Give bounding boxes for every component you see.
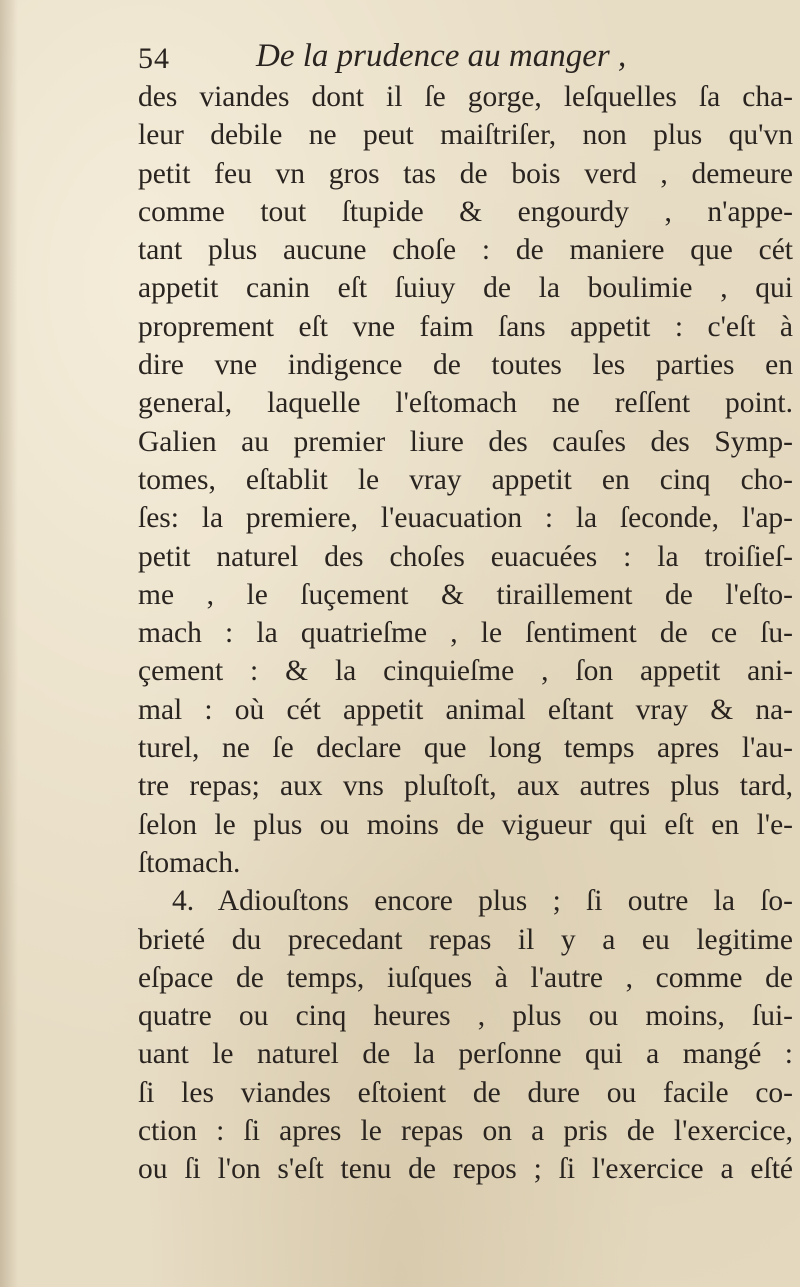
text-line: tre repas; aux vns pluſtoſt, aux autres plus tard, [138,770,793,803]
text-line: petit feu vn gros tas de bois verd , demeure [138,157,793,190]
text-line: uant le naturel de la perſonne qui a mangé : [138,1038,793,1071]
text-line: petit naturel des choſes euacuées : la troiſieſ- [138,540,793,573]
text-line: me , le ſuçement & tiraillement de l'eſto- [138,578,793,611]
text-line: tomes, eſtablit le vray appetit en cinq cho- [138,463,793,496]
text-line: des viandes dont il ſe gorge, leſquelles ſa cha- [138,81,793,113]
text-line: ction : ſi apres le repas on a pris de l'exercice, [138,1115,793,1148]
page-header [138,38,758,82]
text-line: mach : la quatrieſme , le ſentiment de ce ſu- [138,617,793,650]
text-line: ſi les viandes eſtoient de dure ou facile co- [138,1076,793,1109]
text-line: proprement eſt vne faim ſans appetit : c'eſt à [138,310,793,343]
text-line: comme tout ſtupide & engourdy , n'appe- [138,195,793,228]
text-line: appetit canin eſt ſuiuy de la boulimie , qui [138,272,793,305]
text-line: çement : & la cinquieſme , ſon appetit ani- [138,655,793,688]
text-line: ou ſi l'on s'eſt tenu de repos ; ſi l'exercice a eſté [138,1153,793,1186]
text-line: turel, ne ſe declare que long temps apres l'au- [138,732,793,765]
text-line: brieté du precedant repas il y a eu legitime [138,923,793,956]
running-title: De la prudence au manger , [256,38,627,74]
text-line: tant plus aucune choſe : de maniere que cét [138,234,793,267]
text-line: ſtomach. [138,846,241,879]
text-line: ſelon le plus ou moins de vigueur qui eſt en l'e- [138,808,793,841]
paragraph-start-line: 4. Adiouſtons encore plus ; ſi outre la ſo- [172,885,793,918]
text-line: mal : où cét appetit animal eſtant vray & na- [138,693,793,726]
binding-gutter-shadow [0,0,18,1287]
text-line: leur debile ne peut maiſtriſer, non plus qu'vn [138,119,793,152]
body-text [138,78,793,1189]
text-line: quatre ou cinq heures , plus ou moins, ſui- [138,1000,793,1033]
text-line: dire vne indigence de toutes les parties en [138,349,793,382]
text-line: eſpace de temps, iuſques à l'autre , comme de [138,961,793,994]
text-line: general, laquelle l'eſtomach ne reſſent point. [138,387,793,420]
text-line: Galien au premier liure des cauſes des Symp- [138,425,793,458]
page-number: 54 [138,42,170,75]
text-line: ſes: la premiere, l'euacuation : la ſeconde, l'ap- [138,502,793,535]
